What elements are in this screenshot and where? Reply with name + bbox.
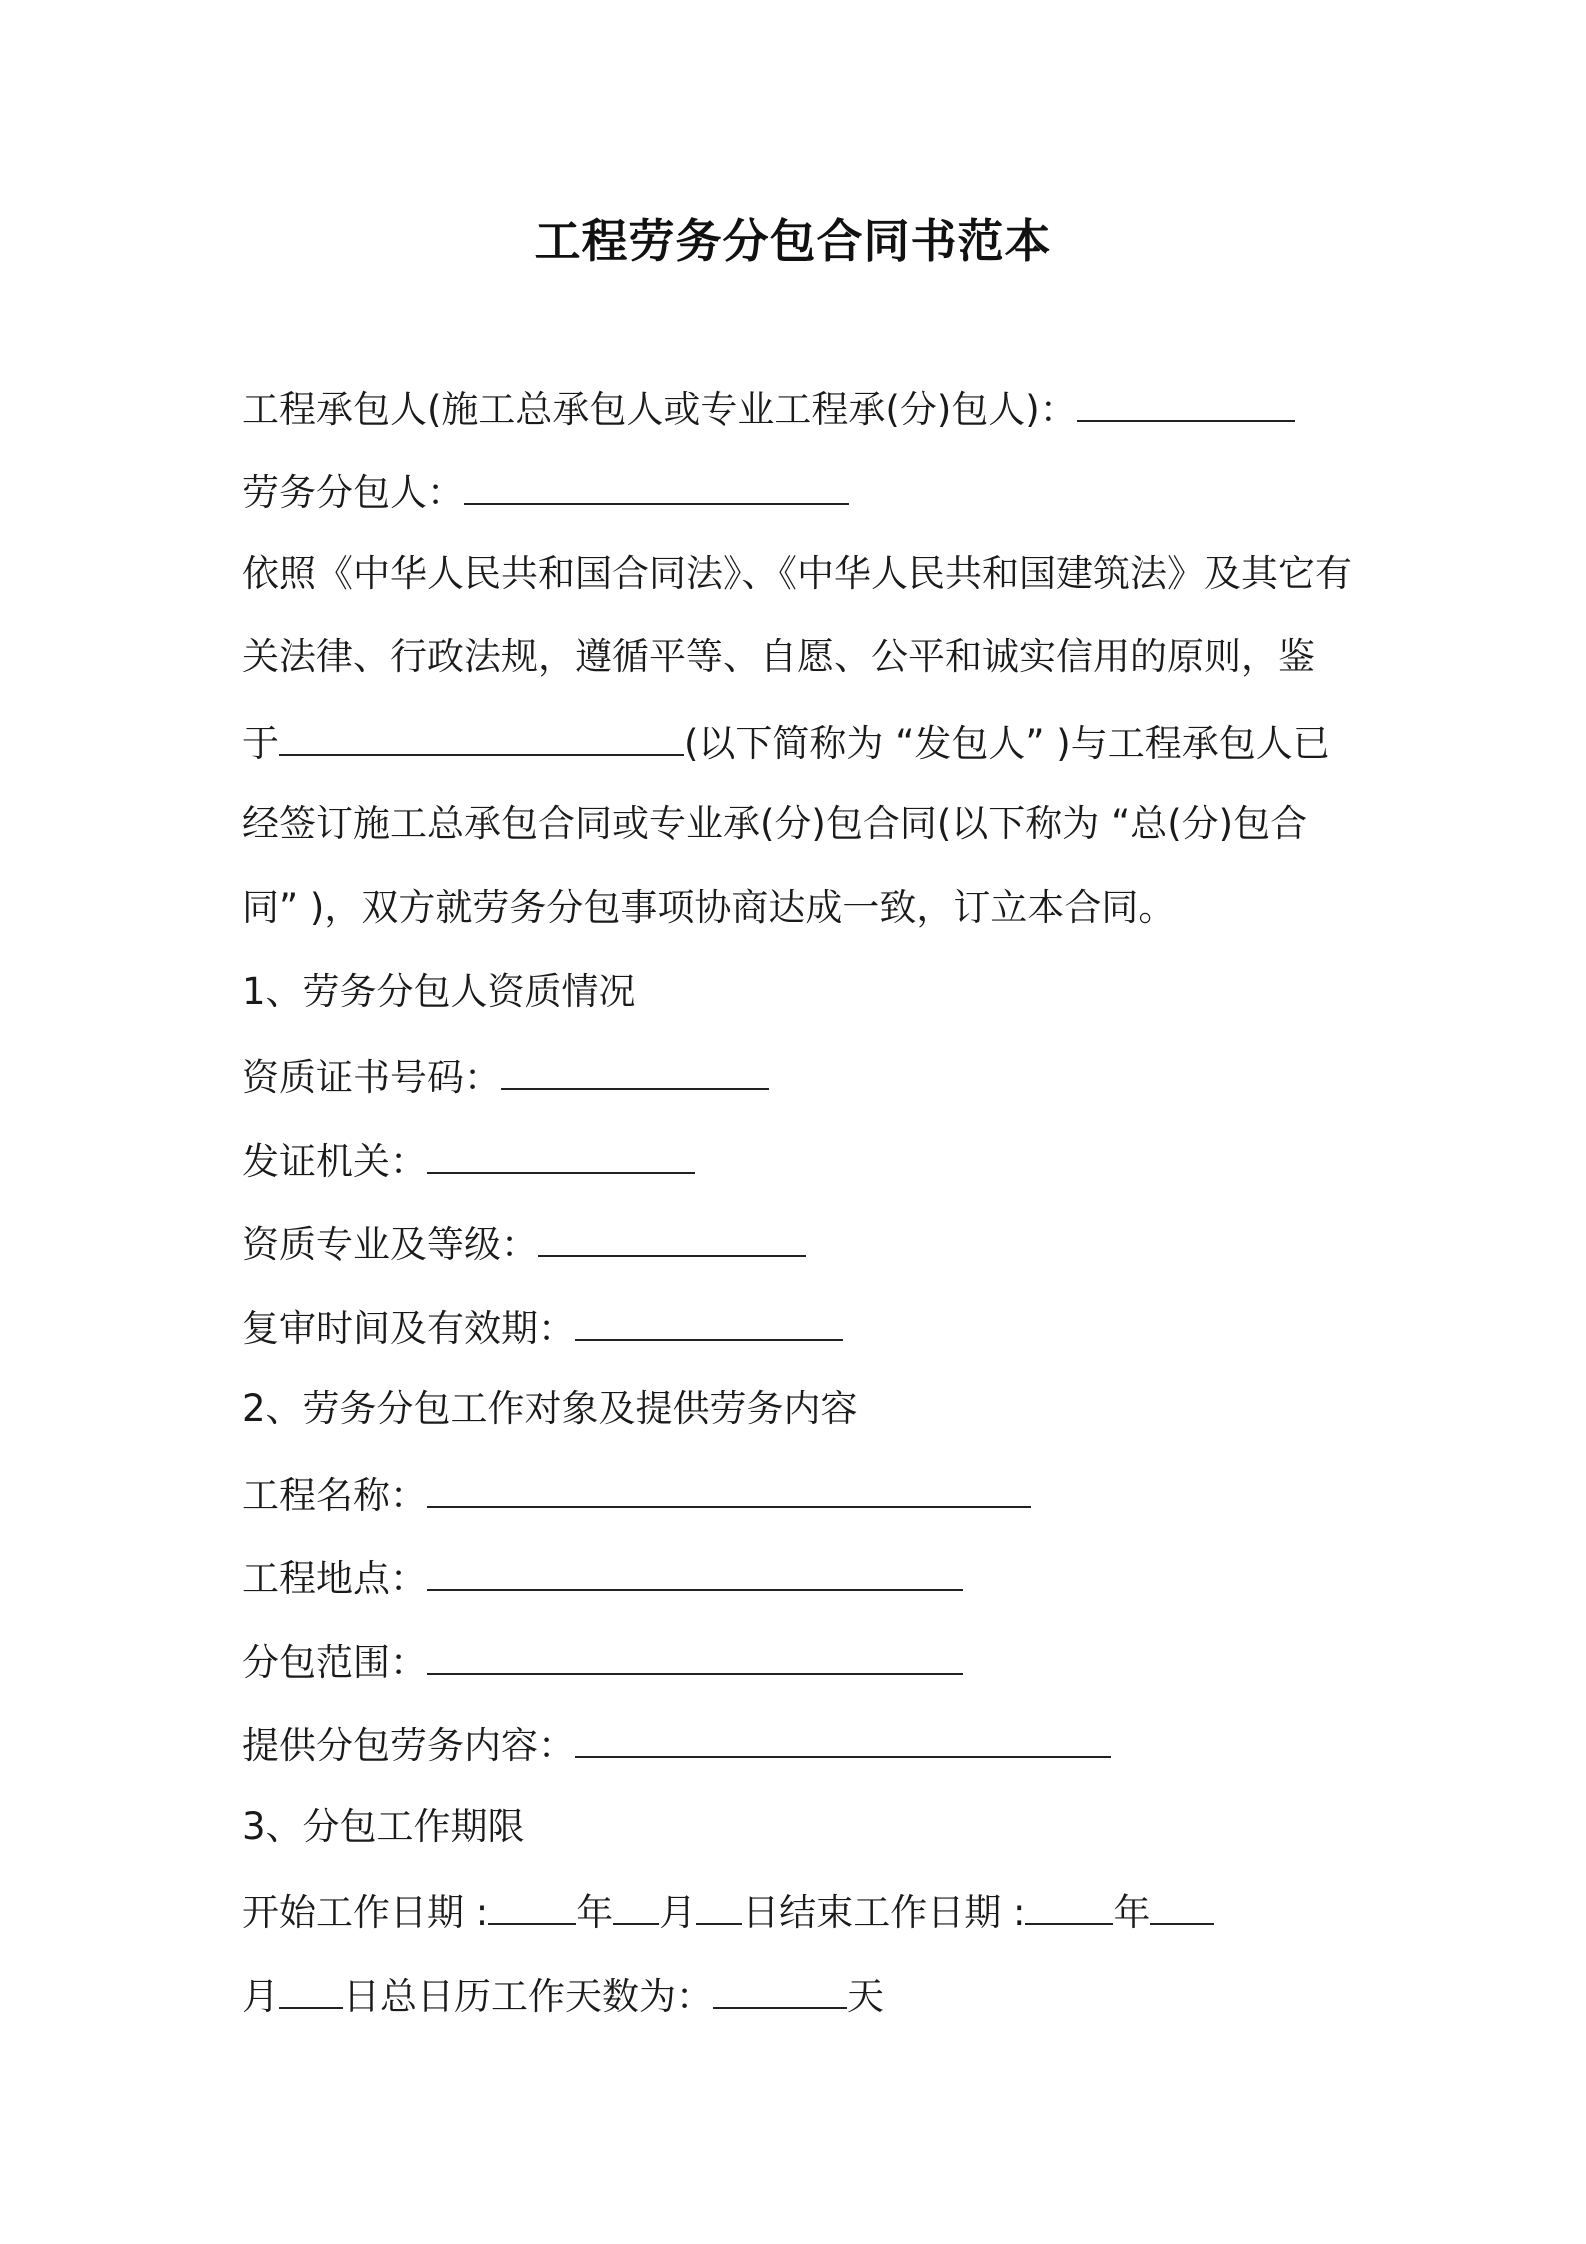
- cert-number-field: [242, 1050, 769, 1100]
- project-location-field: [242, 1551, 963, 1601]
- start-year-blank[interactable]: [488, 1885, 576, 1925]
- review-label: 复审时间及有效期：: [242, 1307, 575, 1350]
- scope-label: 分包范围：: [242, 1641, 427, 1684]
- project-name-label: 工程名称：: [242, 1474, 427, 1517]
- project-name-blank[interactable]: [427, 1468, 1031, 1508]
- issuer-field: [242, 1134, 695, 1184]
- end-date-label: 日结束工作日期 :: [742, 1891, 1026, 1934]
- document-title: 工程劳务分包合同书范本: [534, 214, 1052, 268]
- end-month-label: 月: [242, 1975, 279, 2018]
- review-field: [242, 1301, 843, 1351]
- section-3-heading: 3、分包工作期限: [242, 1805, 525, 1848]
- subcontractor-blank[interactable]: [464, 465, 849, 505]
- total-days-blank[interactable]: [713, 1969, 847, 2009]
- cert-number-label: 资质证书号码：: [242, 1056, 501, 1099]
- grade-label: 资质专业及等级：: [242, 1223, 538, 1266]
- preamble-line-5: 同” )，双方就劳务分包事项协商达成一致，订立本合同。: [242, 886, 1176, 929]
- end-month-blank-start[interactable]: [1150, 1885, 1214, 1925]
- days-unit-label: 天: [847, 1975, 884, 2018]
- end-day-blank[interactable]: [279, 1969, 343, 2009]
- review-blank[interactable]: [575, 1301, 843, 1341]
- section-1-heading: 1、劳务分包人资质情况: [242, 970, 636, 1013]
- start-year-label: 年: [576, 1891, 614, 1934]
- preamble-line-4: 经签订施工总承包合同或专业承(分)包合同(以下称为 “总(分)包合: [242, 802, 1308, 845]
- issuer-label: 发证机关：: [242, 1140, 427, 1183]
- preamble-line-3: [242, 716, 1330, 766]
- scope-field: [242, 1635, 963, 1685]
- labor-content-blank[interactable]: [575, 1718, 1111, 1758]
- work-period-line-1: [242, 1885, 1214, 1935]
- scope-blank[interactable]: [427, 1635, 963, 1675]
- end-year-label: 年: [1113, 1891, 1151, 1934]
- labor-content-label: 提供分包劳务内容：: [242, 1724, 575, 1767]
- preamble-line-3-end: (以下简称为 “发包人” )与工程承包人已: [684, 722, 1330, 765]
- grade-blank[interactable]: [538, 1217, 806, 1257]
- project-location-blank[interactable]: [427, 1551, 963, 1591]
- preamble-line-2: 关法律、行政法规，遵循平等、自愿、公平和诚实信用的原则，鉴: [242, 635, 1315, 678]
- employer-blank[interactable]: [279, 716, 684, 756]
- start-month-blank[interactable]: [613, 1885, 659, 1925]
- issuer-blank[interactable]: [427, 1134, 695, 1174]
- grade-field: [242, 1217, 806, 1267]
- subcontractor-label: 劳务分包人：: [242, 471, 464, 514]
- preamble-line-1: 依照《中华人民共和国合同法》、《中华人民共和国建筑法》及其它有: [242, 552, 1352, 595]
- project-location-label: 工程地点：: [242, 1557, 427, 1600]
- section-2-heading: 2、劳务分包工作对象及提供劳务内容: [242, 1387, 858, 1430]
- contractor-blank[interactable]: [1077, 382, 1295, 422]
- start-month-label: 月: [659, 1891, 697, 1934]
- end-year-blank[interactable]: [1025, 1885, 1113, 1925]
- start-date-label: 开始工作日期 :: [242, 1891, 489, 1934]
- subcontractor-field: [242, 465, 849, 515]
- total-days-label: 日总日历工作天数为：: [343, 1975, 713, 2018]
- labor-content-field: [242, 1718, 1111, 1768]
- preamble-line-3-start: 于: [242, 722, 279, 765]
- contractor-label: 工程承包人(施工总承包人或专业工程承(分)包人)：: [242, 388, 1077, 431]
- start-day-blank[interactable]: [696, 1885, 742, 1925]
- cert-number-blank[interactable]: [501, 1050, 769, 1090]
- work-period-line-2: [242, 1969, 884, 2019]
- contractor-field: [242, 382, 1295, 432]
- project-name-field: [242, 1468, 1031, 1518]
